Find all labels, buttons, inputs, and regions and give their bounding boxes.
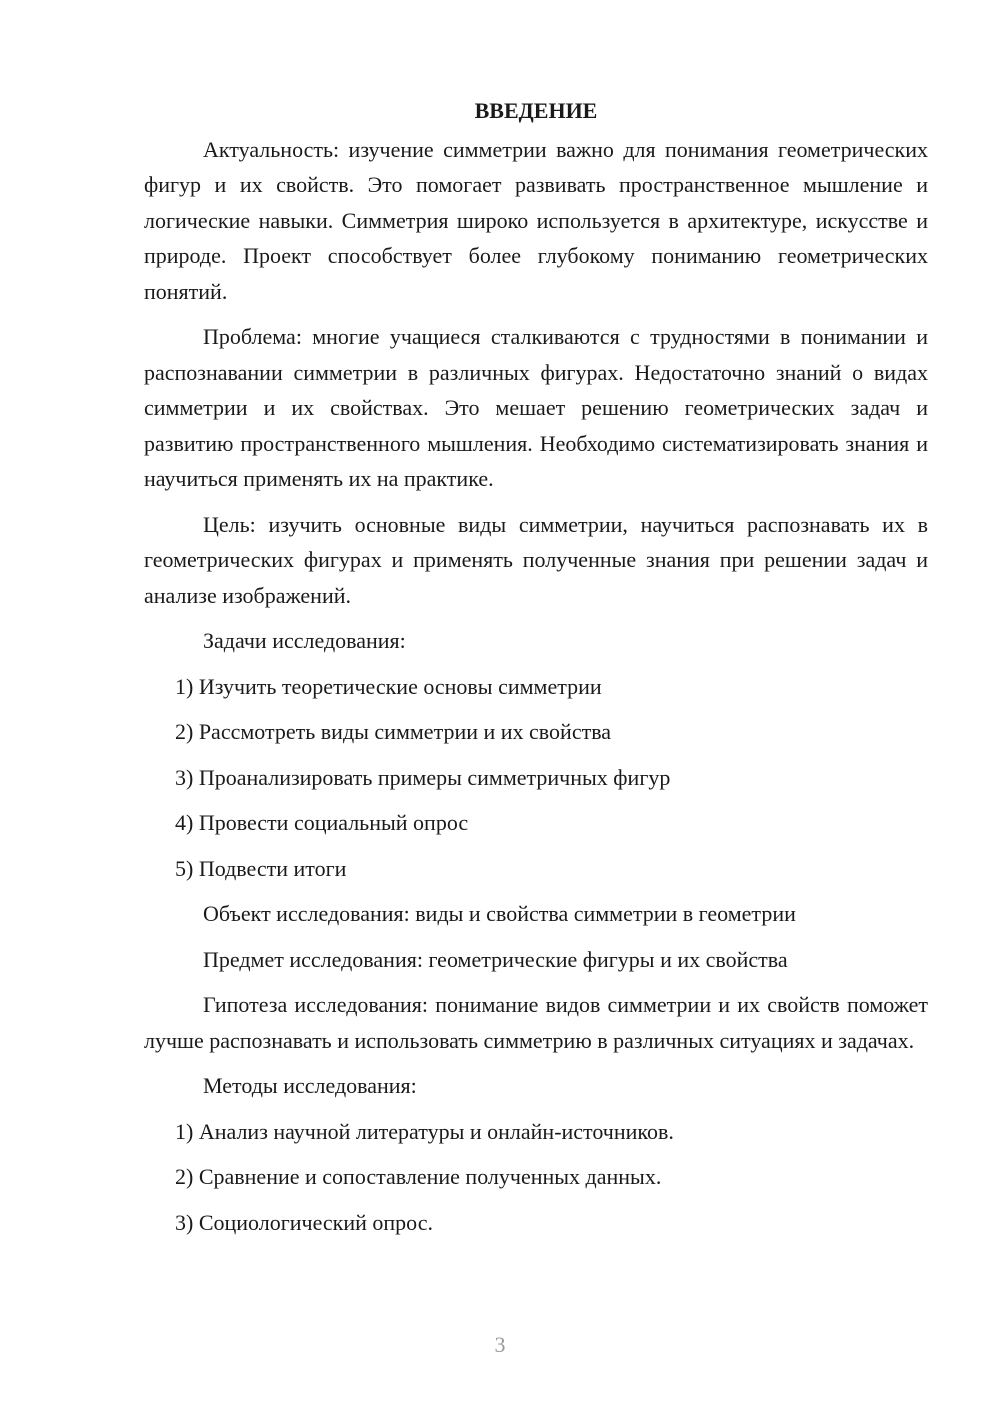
research-object: Объект исследования: виды и свойства симметрии в геометрии (203, 901, 796, 926)
list-item: 1) Анализ научной литературы и онлайн-источников. (175, 1118, 674, 1144)
problem-paragraph: Проблема: многие учащиеся сталкиваются с трудностями в понимании и распознавании симметрии в различных фигурах. Недостаточно знаний о видах симметрии и их свойствах. Это мешает решению геометрических задач и развитию пространственного мышления. Необходимо систематизировать знания и научиться применять их на практике. (144, 324, 928, 491)
list-item: 2) Сравнение и сопоставление полученных данных. (175, 1164, 662, 1189)
list-item: 3) Проанализировать примеры симметричных фигур (175, 764, 671, 790)
page-number: 3 (494, 1332, 506, 1357)
tasks-title: Задачи исследования: (203, 628, 406, 653)
list-item: 4) Провести социальный опрос (175, 810, 469, 835)
goal-paragraph: Цель: изучить основные виды симметрии, научиться распознавать их в геометрических фигурах и применять полученные знания при решении задач и анализе изображений. (144, 511, 928, 608)
list-item: 1) Изучить теоретические основы симметрии (175, 673, 602, 699)
relevance-paragraph: Актуальность: изучение симметрии важно для понимания геометрических фигур и их свойств. Это помогает развивать пространственное мышление и логические навыки. Симметрия широко используется в архитектуре, искусстве и природе. Проект способствует более глубокому пониманию геометрических понятий. (144, 136, 928, 304)
hypothesis-paragraph: Гипотеза исследования: понимание видов симметрии и их свойств поможет лучше распознавать и использовать симметрию в различных ситуациях и задачах. (144, 992, 928, 1053)
methods-title: Методы исследования: (203, 1073, 417, 1098)
list-item: 2) Рассмотреть виды симметрии и их свойства (175, 719, 612, 744)
section-heading: ВВЕДЕНИЕ (474, 98, 598, 123)
tasks-list (144, 669, 928, 887)
list-item: 3) Социологический опрос. (175, 1209, 433, 1235)
methods-list (144, 1114, 928, 1241)
list-item: 5) Подвести итоги (175, 855, 347, 881)
document-page (144, 93, 928, 1240)
research-subject: Предмет исследования: геометрические фигуры и их свойства (203, 946, 788, 972)
